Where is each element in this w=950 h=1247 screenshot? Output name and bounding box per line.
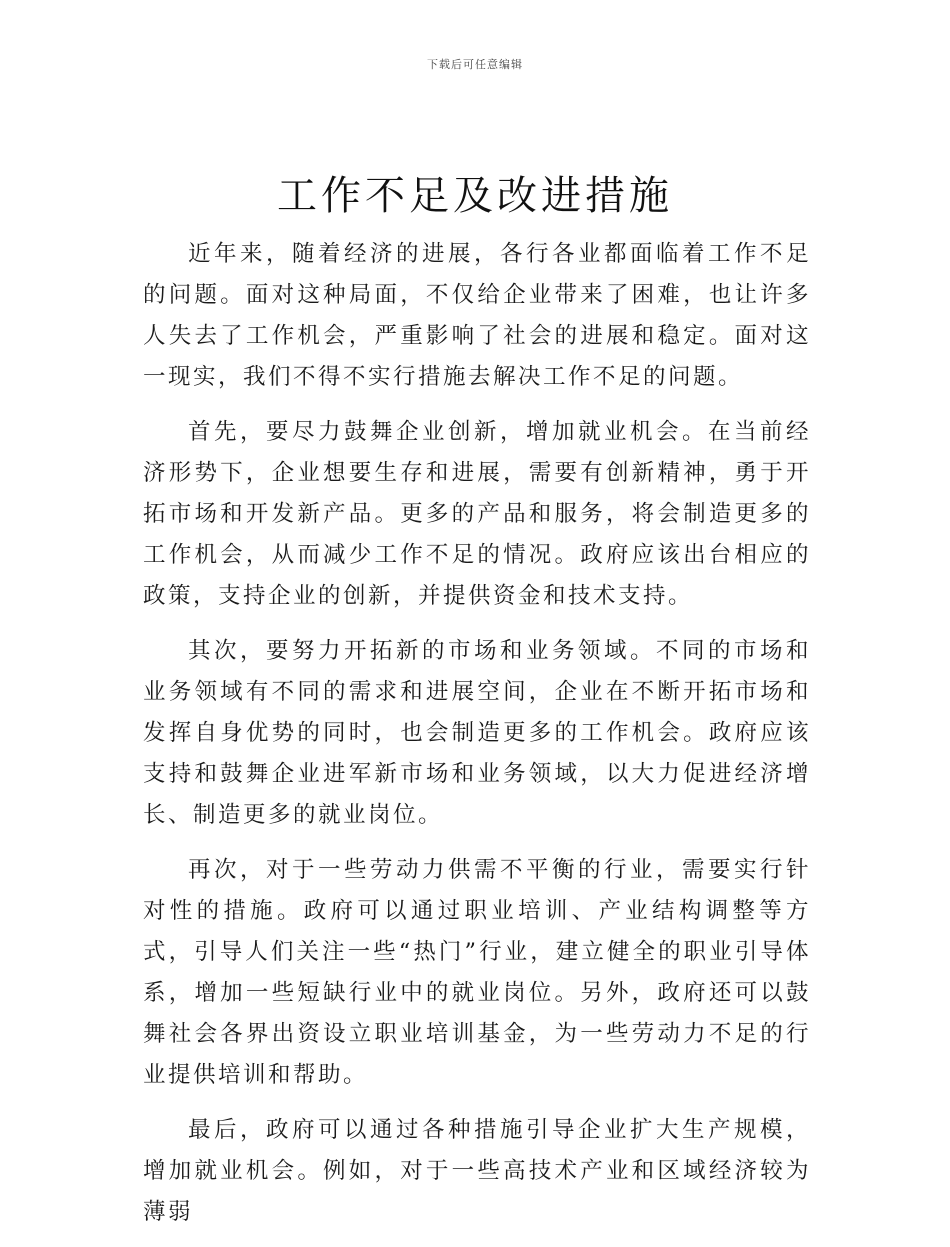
document-title: 工作不足及改进措施 — [277, 173, 673, 219]
paragraph-third: 再次，对于一些劳动力供需不平衡的行业，需要实行针对性的措施。政府可以通过职业培训、产业结构调整等方式，引导人们关注一些“热门”行业，建立健全的职业引导体系，增加一些短缺行业中的就业岗位。另外，政府还可以鼓舞社会各界出资设立职业培训基金，为一些劳动力不足的行业提供培训和帮助。 — [143, 857, 811, 1088]
header-note: 下载后可任意编辑 — [427, 58, 523, 71]
paragraph-intro: 近年来，随着经济的进展，各行各业都面临着工作不足的问题。面对这种局面，不仅给企业带来了困难，也让许多人失去了工作机会，严重影响了社会的进展和稳定。面对这一现实，我们不得不实行措施去解决工作不足的问题。 — [143, 241, 811, 390]
document-body — [143, 234, 811, 1247]
paragraph-last: 最后，政府可以通过各种措施引导企业扩大生产规模，增加就业机会。例如，对于一些高技术产业和区域经济较为薄弱 — [143, 1117, 811, 1225]
paragraph-first: 首先，要尽力鼓舞企业创新，增加就业机会。在当前经济形势下，企业想要生存和进展，需要有创新精神，勇于开拓市场和开发新产品。更多的产品和服务，将会制造更多的工作机会，从而减少工作不足的情况。政府应该出台相应的政策，支持企业的创新，并提供资金和技术支持。 — [143, 419, 811, 609]
paragraph-second: 其次，要努力开拓新的市场和业务领域。不同的市场和业务领域有不同的需求和进展空间，企业在不断开拓市场和发挥自身优势的同时，也会制造更多的工作机会。政府应该支持和鼓舞企业进军新市场和业务领域，以大力促进经济增长、制造更多的就业岗位。 — [143, 638, 811, 828]
